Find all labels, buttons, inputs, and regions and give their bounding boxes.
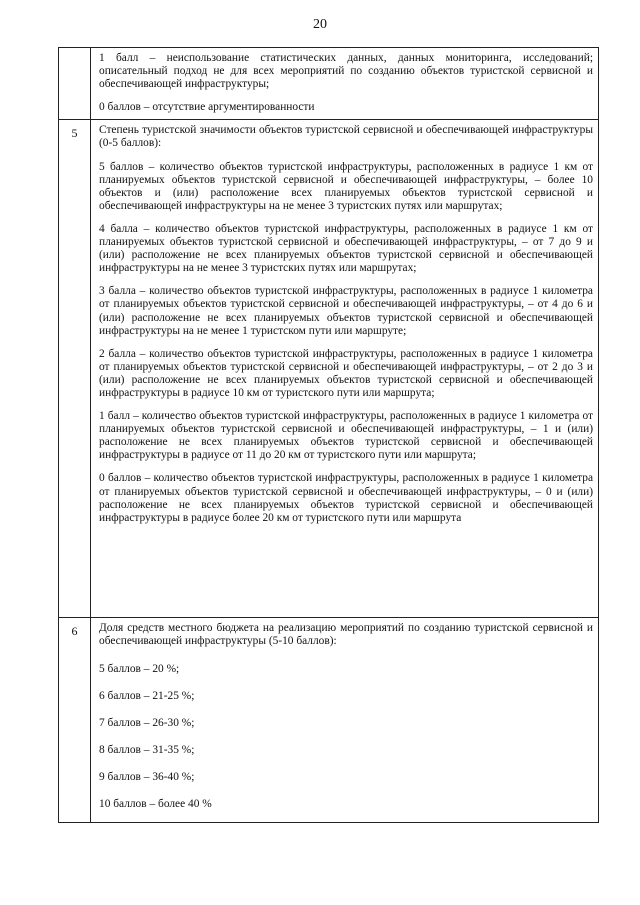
criterion-text: 3 балла – количество объектов туристской инфраструктуры, расположенных в радиусе 1 километра от планируемых объектов туристской сервисной и обеспечивающей инфраструктуры, – от 4 до 6 и (или) расположение не всех планируемых объектов туристской сервисной и обеспечивающей инфраструктуры на не менее 1 туристском пути или маршруте; [99, 285, 593, 337]
criterion-title: Доля средств местного бюджета на реализацию мероприятий по созданию туристской сервисной и обеспечивающей инфраструктуры (5-10 баллов): [99, 622, 593, 648]
row-number: 6 [59, 618, 91, 823]
criterion-text: 5 баллов – количество объектов туристской инфраструктуры, расположенных в радиусе 1 км от планируемых объектов туристской сервисной и обеспечивающей инфраструктуры, – более 10 объектов и (или) расположение всех планируемых объектов туристской сервисной и обеспечивающей инфраструктуры на не менее 3 туристских путях или маршрутах; [99, 160, 593, 212]
table-row [59, 48, 599, 120]
criterion-text: 2 балла – количество объектов туристской инфраструктуры, расположенных в радиусе 1 километра от планируемых объектов туристской сервисной и обеспечивающей инфраструктуры, – от 2 до 3 и (или) расположение не всех планируемых объектов туристской сервисной и обеспечивающей инфраструктуры в радиусе 10 км от туристского пути или маршрута; [99, 347, 593, 399]
criterion-text: 9 баллов – 36-40 %; [99, 770, 195, 783]
criterion-text: 1 балл – количество объектов туристской инфраструктуры, расположенных в радиусе 1 километра от планируемых объектов туристской сервисной и обеспечивающей инфраструктуры, – 1 и (или) расположение не всех планируемых объектов туристской сервисной и обеспечивающей инфраструктуры в радиусе от 11 до 20 км от туристского пути или маршрута; [99, 410, 593, 462]
criterion-text: 8 баллов – 31-35 %; [99, 743, 195, 756]
row-content [91, 48, 599, 120]
table-row [59, 120, 599, 618]
row-content [91, 618, 599, 823]
row-number: 5 [59, 120, 91, 618]
table-row [59, 618, 599, 823]
row-number [59, 48, 91, 120]
criterion-text: 7 баллов – 26-30 %; [99, 716, 195, 729]
criterion-text: 10 баллов – более 40 % [99, 798, 212, 811]
page-number: 20 [313, 17, 327, 32]
criterion-text: 0 баллов – количество объектов туристской инфраструктуры, расположенных в радиусе 1 километра от планируемых объектов туристской сервисной и обеспечивающей инфраструктуры, – 0 и (или) расположение не всех планируемых объектов туристской сервисной и обеспечивающей инфраструктуры в радиусе более 20 км от туристского пути или маршрута [99, 472, 593, 524]
criterion-text: 5 баллов – 20 %; [99, 662, 180, 675]
criterion-text: 0 баллов – отсутствие аргументированности [99, 101, 315, 114]
criterion-text: 4 балла – количество объектов туристской инфраструктуры, расположенных в радиусе 1 км от планируемых объектов туристской сервисной и обеспечивающей инфраструктуры, – от 7 до 9 и (или) расположение не всех планируемых объектов туристской сервисной и обеспечивающей инфраструктуры на не менее 3 туристских путях или маршрутах; [99, 222, 593, 275]
row-content [91, 120, 599, 618]
criterion-text: 6 баллов – 21-25 %; [99, 689, 195, 702]
criterion-text: 1 балл – неиспользование статистических данных, данных мониторинга, исследований; описательный подход не для всех мероприятий по созданию объектов туристской сервисной и обеспечивающей инфраструктуры; [99, 52, 593, 91]
criteria-table [58, 47, 599, 823]
criterion-title: Степень туристской значимости объектов туристской сервисной и обеспечивающей инфраструктуры (0-5 баллов): [99, 124, 593, 150]
